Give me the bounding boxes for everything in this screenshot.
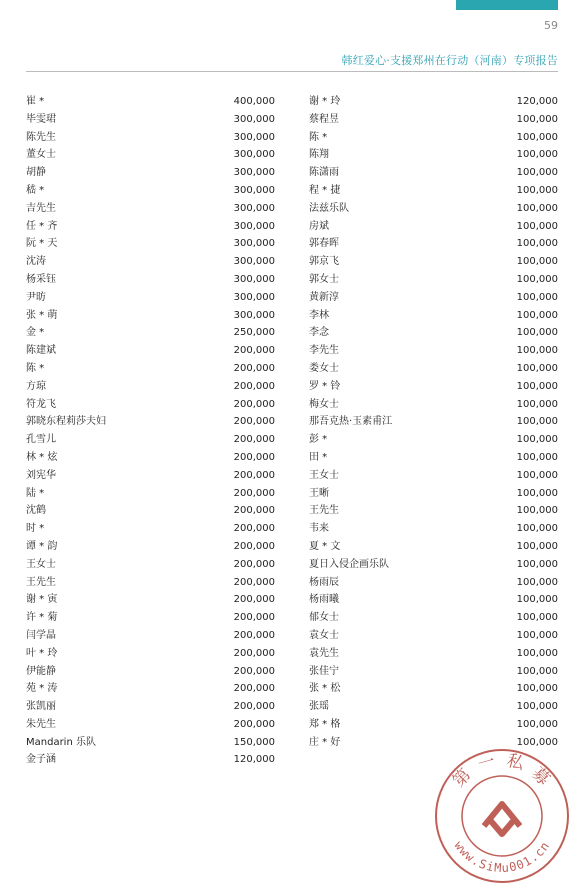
donor-name: 韦来 — [309, 523, 329, 535]
donor-name: 张 * 松 — [309, 683, 341, 695]
donor-row — [26, 680, 275, 698]
donor-row — [26, 520, 275, 538]
donor-row — [309, 663, 558, 681]
donation-amount: 300,000 — [233, 131, 275, 143]
donor-row — [309, 378, 558, 396]
donation-amount: 200,000 — [233, 612, 275, 624]
donor-row — [26, 146, 275, 164]
donor-row — [26, 556, 275, 574]
donor-name: 刘宪华 — [26, 469, 56, 481]
donor-row — [26, 342, 275, 360]
donor-name: 王先生 — [309, 505, 339, 517]
donor-row — [309, 502, 558, 520]
donor-name: 夏 * 文 — [309, 540, 341, 552]
donation-amount: 100,000 — [516, 416, 558, 428]
donation-amount: 100,000 — [516, 291, 558, 303]
donor-name: 杨雨辰 — [309, 576, 339, 588]
donation-amount: 100,000 — [516, 238, 558, 250]
donation-amount: 200,000 — [233, 398, 275, 410]
watermark-stamp — [432, 746, 572, 886]
donor-name: 陈 * — [26, 362, 45, 374]
donation-amount: 200,000 — [233, 487, 275, 499]
donor-row — [309, 218, 558, 236]
donation-amount: 100,000 — [516, 202, 558, 214]
donor-row — [26, 360, 275, 378]
donor-name: 李先生 — [309, 345, 339, 357]
donation-amount: 100,000 — [516, 345, 558, 357]
donation-amount: 150,000 — [233, 736, 275, 748]
donor-name: 嵇 * — [26, 184, 45, 196]
donor-name: 张佳宁 — [309, 665, 339, 677]
watermark-bottom-text: www.SiMu001.cn — [451, 838, 553, 876]
donation-amount: 100,000 — [516, 327, 558, 339]
donor-name: 程 * 捷 — [309, 184, 341, 196]
donor-name: 毕雯珺 — [26, 113, 56, 125]
donor-name: 王晰 — [309, 487, 329, 499]
donor-name: 杨采钰 — [26, 273, 56, 285]
donor-row — [309, 431, 558, 449]
donation-amount: 100,000 — [516, 469, 558, 481]
donor-name: 胡静 — [26, 167, 46, 179]
donation-amount: 300,000 — [233, 149, 275, 161]
donor-row — [26, 218, 275, 236]
donor-name: 黄新淳 — [309, 291, 339, 303]
donation-amount: 200,000 — [233, 647, 275, 659]
donor-name: 崔 * — [26, 96, 45, 107]
donor-name: 袁先生 — [309, 647, 339, 659]
donor-row — [26, 627, 275, 645]
donor-row — [26, 93, 275, 111]
donation-amount: 200,000 — [233, 718, 275, 730]
donor-name: 陈翔 — [309, 149, 329, 161]
donation-amount: 100,000 — [516, 736, 558, 748]
donation-amount: 200,000 — [233, 380, 275, 392]
donation-amount: 100,000 — [516, 701, 558, 713]
donor-row — [309, 716, 558, 734]
donor-row — [26, 111, 275, 129]
donor-row — [309, 182, 558, 200]
donation-amount: 200,000 — [233, 362, 275, 374]
donor-row — [309, 93, 558, 111]
donor-row — [26, 164, 275, 182]
donor-row — [309, 111, 558, 129]
donation-amount: 300,000 — [233, 273, 275, 285]
donation-amount: 300,000 — [233, 184, 275, 196]
donor-name: 郭京飞 — [309, 256, 339, 268]
donor-list-right — [309, 93, 558, 751]
donor-name: 夏日入侵企画乐队 — [309, 558, 389, 570]
donor-name: 苑 * 涛 — [26, 683, 58, 695]
donor-row — [309, 342, 558, 360]
top-accent-bar — [456, 0, 558, 10]
donor-name: 林 * 炫 — [26, 451, 58, 463]
donor-name: 娄女士 — [309, 362, 339, 374]
header-divider — [26, 71, 558, 72]
donor-name: 郭春晖 — [309, 238, 339, 250]
donor-row — [26, 396, 275, 414]
donor-name: 陈建斌 — [26, 345, 56, 357]
donor-name: 许 * 菊 — [26, 612, 58, 624]
donor-row — [26, 485, 275, 503]
donor-name: Mandarin 乐队 — [26, 736, 96, 748]
donor-row — [26, 734, 275, 752]
donation-amount: 100,000 — [516, 540, 558, 552]
donor-name: 方琼 — [26, 380, 46, 392]
donor-row — [309, 271, 558, 289]
donor-row — [309, 360, 558, 378]
donor-list-left — [26, 93, 275, 769]
donation-amount: 100,000 — [516, 362, 558, 374]
donor-row — [309, 538, 558, 556]
donor-name: 李林 — [309, 309, 329, 321]
donor-name: 罗 * 铃 — [309, 380, 341, 392]
donor-row — [309, 574, 558, 592]
donor-row — [309, 556, 558, 574]
donation-amount: 200,000 — [233, 416, 275, 428]
donor-row — [26, 698, 275, 716]
donor-row — [309, 164, 558, 182]
donation-amount: 200,000 — [233, 434, 275, 446]
donor-row — [26, 538, 275, 556]
donor-name: 时 * — [26, 523, 45, 535]
donor-row — [26, 431, 275, 449]
donor-name: 杨雨曦 — [309, 594, 339, 606]
donation-amount: 300,000 — [233, 309, 275, 321]
donor-row — [26, 751, 275, 769]
donor-name: 郑 * 格 — [309, 718, 341, 730]
donor-name: 郭晓东程莉莎夫妇 — [26, 416, 106, 428]
donor-row — [309, 645, 558, 663]
donor-row — [309, 396, 558, 414]
donation-amount: 100,000 — [516, 398, 558, 410]
donation-amount: 200,000 — [233, 345, 275, 357]
donor-row — [309, 289, 558, 307]
donation-amount: 300,000 — [233, 202, 275, 214]
watermark-top-text: 第 一 私 募 — [449, 750, 555, 792]
donation-amount: 100,000 — [516, 505, 558, 517]
donor-row — [309, 520, 558, 538]
donor-name: 田 * — [309, 451, 328, 463]
donation-amount: 100,000 — [516, 718, 558, 730]
donor-row — [309, 129, 558, 147]
donation-amount: 100,000 — [516, 220, 558, 232]
donor-name: 陈 * — [309, 131, 328, 143]
page-number: 59 — [544, 19, 558, 32]
donor-row — [26, 378, 275, 396]
donor-row — [309, 698, 558, 716]
donor-name: 张 * 萌 — [26, 309, 58, 321]
donor-name: 沈鹤 — [26, 505, 46, 517]
donor-name: 梅女士 — [309, 398, 339, 410]
donation-amount: 100,000 — [516, 149, 558, 161]
donor-name: 陆 * — [26, 487, 45, 499]
donation-amount: 200,000 — [233, 523, 275, 535]
donor-name: 阮 * 天 — [26, 238, 58, 250]
donor-name: 董女士 — [26, 149, 56, 161]
donor-name: 吉先生 — [26, 202, 56, 214]
donation-amount: 200,000 — [233, 540, 275, 552]
donor-row — [26, 449, 275, 467]
donor-row — [309, 591, 558, 609]
donor-name: 庄 * 好 — [309, 736, 341, 748]
donor-name: 尹昉 — [26, 291, 46, 303]
donor-name: 李念 — [309, 327, 329, 339]
donation-amount: 100,000 — [516, 558, 558, 570]
donor-row — [309, 485, 558, 503]
donation-amount: 100,000 — [516, 131, 558, 143]
donation-amount: 300,000 — [233, 113, 275, 125]
donation-amount: 100,000 — [516, 451, 558, 463]
donation-amount: 100,000 — [516, 434, 558, 446]
donation-amount: 100,000 — [516, 273, 558, 285]
donation-amount: 100,000 — [516, 647, 558, 659]
donation-amount: 200,000 — [233, 594, 275, 606]
donor-name: 孔雪儿 — [26, 434, 56, 446]
donor-name: 房斌 — [309, 220, 329, 232]
donation-amount: 120,000 — [516, 96, 558, 107]
donor-name: 谢 * 玲 — [309, 96, 341, 107]
donor-row — [26, 307, 275, 325]
donor-name: 符龙飞 — [26, 398, 56, 410]
donor-row — [26, 182, 275, 200]
donation-amount: 100,000 — [516, 594, 558, 606]
donation-amount: 200,000 — [233, 469, 275, 481]
donor-name: 闫学晶 — [26, 629, 56, 641]
donor-row — [309, 307, 558, 325]
donor-name: 沈涛 — [26, 256, 46, 268]
donation-amount: 250,000 — [233, 327, 275, 339]
donor-row — [26, 716, 275, 734]
donor-row — [309, 609, 558, 627]
donor-name: 张凯丽 — [26, 701, 56, 713]
donor-row — [26, 289, 275, 307]
donor-row — [309, 235, 558, 253]
donation-amount: 200,000 — [233, 629, 275, 641]
donation-amount: 100,000 — [516, 629, 558, 641]
donation-amount: 200,000 — [233, 701, 275, 713]
donor-name: 伊能静 — [26, 665, 56, 677]
donation-amount: 100,000 — [516, 487, 558, 499]
donation-amount: 200,000 — [233, 558, 275, 570]
donor-name: 叶 * 玲 — [26, 647, 58, 659]
donation-amount: 300,000 — [233, 238, 275, 250]
donor-name: 陈潇雨 — [309, 167, 339, 179]
donor-name: 谢 * 寅 — [26, 594, 58, 606]
donation-amount: 120,000 — [233, 754, 275, 766]
donation-amount: 100,000 — [516, 167, 558, 179]
donor-name: 陈先生 — [26, 131, 56, 143]
donor-name: 谭 * 韵 — [26, 540, 58, 552]
donation-amount: 200,000 — [233, 505, 275, 517]
donor-name: 彭 * — [309, 434, 328, 446]
donor-name: 袁女士 — [309, 629, 339, 641]
donation-amount: 100,000 — [516, 256, 558, 268]
donor-name: 任 * 齐 — [26, 220, 58, 232]
donor-row — [26, 645, 275, 663]
donation-amount: 100,000 — [516, 113, 558, 125]
donor-name: 那吾克热·玉素甫江 — [309, 416, 393, 428]
donor-name: 郭女士 — [309, 273, 339, 285]
donor-row — [309, 680, 558, 698]
donor-name: 郁女士 — [309, 612, 339, 624]
donor-row — [26, 200, 275, 218]
donor-row — [309, 253, 558, 271]
donation-amount: 100,000 — [516, 309, 558, 321]
donation-amount: 100,000 — [516, 665, 558, 677]
donor-row — [309, 200, 558, 218]
donation-amount: 200,000 — [233, 576, 275, 588]
donor-row — [26, 574, 275, 592]
svg-text:第 一 私 募 — [449, 751, 555, 791]
donation-amount: 200,000 — [233, 665, 275, 677]
donation-amount: 300,000 — [233, 291, 275, 303]
donor-row — [26, 324, 275, 342]
donor-row — [26, 271, 275, 289]
donation-amount: 300,000 — [233, 220, 275, 232]
donor-name: 王女士 — [26, 558, 56, 570]
donor-name: 王先生 — [26, 576, 56, 588]
donation-amount: 200,000 — [233, 451, 275, 463]
donor-row — [309, 324, 558, 342]
donation-amount: 300,000 — [233, 256, 275, 268]
donor-name: 金子涵 — [26, 754, 56, 766]
donor-row — [26, 467, 275, 485]
donor-row — [309, 627, 558, 645]
donor-row — [26, 591, 275, 609]
donation-amount: 100,000 — [516, 576, 558, 588]
donation-amount: 100,000 — [516, 683, 558, 695]
donor-row — [26, 129, 275, 147]
donor-name: 金 * — [26, 327, 45, 339]
svg-text:www.SiMu001.cn — [451, 839, 552, 876]
donation-amount: 100,000 — [516, 184, 558, 196]
simu-logo-icon — [432, 746, 572, 886]
donation-amount: 300,000 — [233, 167, 275, 179]
donor-row — [26, 253, 275, 271]
donor-name: 张瑶 — [309, 701, 329, 713]
donor-row — [26, 502, 275, 520]
report-title: 韩红爱心·支援郑州在行动（河南）专项报告 — [341, 54, 558, 67]
donor-name: 王女士 — [309, 469, 339, 481]
donor-row — [26, 609, 275, 627]
donor-row — [309, 467, 558, 485]
donor-row — [26, 413, 275, 431]
donor-name: 蔡程昱 — [309, 113, 339, 125]
donation-amount: 400,000 — [233, 96, 275, 107]
donor-row — [309, 413, 558, 431]
donor-row — [26, 663, 275, 681]
donation-amount: 100,000 — [516, 380, 558, 392]
donor-name: 朱先生 — [26, 718, 56, 730]
donor-row — [26, 235, 275, 253]
donation-amount: 100,000 — [516, 523, 558, 535]
donation-amount: 100,000 — [516, 612, 558, 624]
donation-amount: 200,000 — [233, 683, 275, 695]
donor-row — [309, 449, 558, 467]
donor-row — [309, 146, 558, 164]
donor-name: 法兹乐队 — [309, 202, 349, 214]
